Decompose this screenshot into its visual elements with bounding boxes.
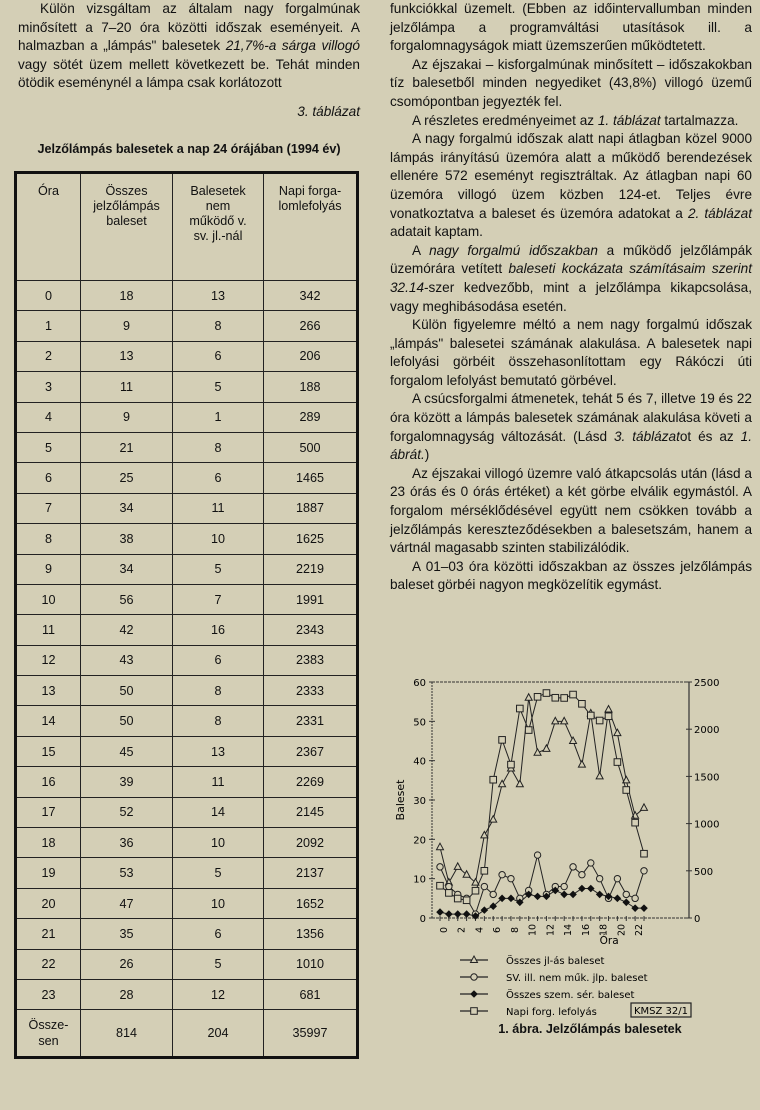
table-cell: 38	[81, 524, 173, 554]
text-run: Az éjszakai – kisforgalmúnak minősített – időszakokban tíz balesetből minden negyediket (43,8%) villogó üzemű csomópontban jegyezték fel.	[390, 56, 752, 109]
circle-marker	[437, 864, 443, 870]
text-run: a működő jelzőlámpák üzemórára vetített	[390, 242, 752, 277]
table-cell: 43	[81, 645, 173, 675]
table-cell: 2219	[264, 554, 358, 584]
square-marker	[471, 1008, 478, 1015]
circle-marker	[579, 872, 585, 878]
x-tick-label: 8	[509, 926, 521, 934]
text-run: -szer kedvezőbb, mint a jelzőlámpa kikapcsolása, vagy meghibásodása esetén.	[390, 279, 752, 314]
x-tick-label: 10	[527, 923, 539, 937]
table-row	[16, 554, 358, 584]
square-marker	[632, 819, 639, 826]
circle-marker	[588, 860, 594, 866]
circle-marker	[614, 875, 620, 881]
paragraph	[390, 558, 752, 595]
total-cell: 35997	[264, 1010, 358, 1058]
circle-marker	[508, 875, 514, 881]
right-column	[390, 0, 752, 595]
circle-marker	[570, 864, 576, 870]
table-cell: 6	[173, 341, 264, 371]
table-row	[16, 828, 358, 858]
table-cell: 10	[173, 524, 264, 554]
square-marker	[525, 727, 532, 734]
series-line	[440, 693, 644, 900]
text-run: nagy forgalmú időszakban	[429, 242, 598, 258]
paragraph	[390, 0, 752, 56]
triangle-marker	[641, 804, 648, 811]
diamond-marker	[445, 910, 453, 918]
y2-tick-label: 1000	[694, 819, 720, 831]
table-cell: 6	[173, 645, 264, 675]
table-cell: 20	[16, 888, 81, 918]
table-row	[16, 432, 358, 462]
table-cell: 2092	[264, 828, 358, 858]
table-cell: 2333	[264, 676, 358, 706]
table-cell: 35	[81, 919, 173, 949]
table-row	[16, 645, 358, 675]
square-marker	[561, 695, 568, 702]
text-run: A 01–03 óra közötti időszakban az összes jelzőlámpás baleset görbéi nagyon megközelítik egymást.	[390, 558, 752, 593]
text-run: funkciókkal üzemelt. (Ebben az időintervallumban minden jelzőlámpa a programváltási utasítások ill. a forgalomnagyságok miatt üzemszerűen működtetett.	[390, 1, 752, 54]
triangle-marker	[578, 761, 585, 768]
text-run: A csúcsforgalmi átmenetek, tehát 5 és 7, illetve 19 és 22 óra között a lámpás balesetek számának alakulása követi a forgalomnagyság változását. (Lásd	[390, 391, 752, 444]
total-label: Össze- sen	[16, 1010, 81, 1058]
table-cell: 500	[264, 432, 358, 462]
table-cell: 21	[81, 432, 173, 462]
table-total-row	[16, 1010, 358, 1058]
diamond-marker	[534, 893, 542, 901]
table-cell: 206	[264, 341, 358, 371]
table-cell: 2	[16, 341, 81, 371]
y2-tick-label: 1500	[694, 772, 720, 784]
circle-marker	[641, 868, 647, 874]
table-cell: 13	[173, 736, 264, 766]
table-cell: 13	[16, 676, 81, 706]
table-cell: 289	[264, 402, 358, 432]
table-cell: 8	[173, 432, 264, 462]
circle-marker	[499, 872, 505, 878]
triangle-marker	[570, 737, 577, 744]
square-marker	[543, 690, 550, 697]
table-cell: 5	[173, 949, 264, 979]
square-marker	[570, 691, 577, 698]
legend-label: Összes jl-ás baleset	[506, 956, 605, 967]
paragraph	[390, 316, 752, 390]
text-run: adatait kaptam.	[390, 224, 483, 240]
table-cell: 23	[16, 979, 81, 1009]
table-cell: 5	[16, 432, 81, 462]
diamond-marker	[622, 898, 630, 906]
table-row	[16, 767, 358, 797]
table-cell: 25	[81, 463, 173, 493]
table-cell: 11	[173, 493, 264, 523]
table-cell: 1465	[264, 463, 358, 493]
y-tick-label: 50	[413, 717, 426, 729]
x-tick-label: 16	[580, 923, 592, 937]
text-run: tartalmazza.	[660, 112, 739, 128]
text-run: baleseti kockázata számításaim szerint 32.14	[390, 261, 752, 295]
x-tick-label: 20	[616, 923, 628, 937]
table-cell: 1991	[264, 584, 358, 614]
y2-tick-label: 2500	[694, 678, 720, 689]
table-cell: 1	[16, 311, 81, 341]
table-row	[16, 979, 358, 1009]
paragraph	[18, 0, 360, 93]
table-cell: 52	[81, 797, 173, 827]
y-tick-label: 20	[413, 835, 426, 847]
header-osszes: Összes jelzőlámpás baleset	[81, 173, 173, 281]
y-tick-label: 30	[413, 796, 426, 807]
triangle-marker	[596, 772, 603, 779]
x-tick-label: 6	[492, 926, 504, 934]
table-cell: 50	[81, 676, 173, 706]
table-row	[16, 493, 358, 523]
table-cell: 2137	[264, 858, 358, 888]
diamond-marker	[578, 885, 586, 893]
square-marker	[623, 787, 630, 794]
circle-marker	[632, 895, 638, 901]
triangle-marker	[463, 871, 470, 878]
header-nem-mukodo: Balesetek nem működő v. sv. jl.-nál	[173, 173, 264, 281]
table-cell: 266	[264, 311, 358, 341]
total-cell: 204	[173, 1010, 264, 1058]
table-row	[16, 311, 358, 341]
square-marker	[579, 701, 586, 708]
table-cell: 34	[81, 554, 173, 584]
paragraph	[390, 465, 752, 558]
text-run: A	[412, 242, 430, 258]
table-cell: 18	[16, 828, 81, 858]
table-cell: 9	[81, 311, 173, 341]
table-row	[16, 372, 358, 402]
triangle-marker	[454, 863, 461, 870]
table-cell: 15	[16, 736, 81, 766]
triangle-marker	[481, 831, 488, 838]
table-cell: 28	[81, 979, 173, 1009]
table-row	[16, 676, 358, 706]
diamond-marker	[436, 908, 444, 916]
table-row	[16, 463, 358, 493]
paragraph	[390, 242, 752, 316]
table-cell: 1010	[264, 949, 358, 979]
table-cell: 2343	[264, 615, 358, 645]
diamond-marker	[631, 904, 639, 912]
diamond-marker	[640, 904, 648, 912]
table-cell: 342	[264, 281, 358, 311]
accident-table	[14, 171, 359, 1059]
square-marker	[641, 850, 648, 857]
table-row	[16, 858, 358, 888]
square-marker	[499, 737, 506, 744]
table-cell: 0	[16, 281, 81, 311]
y-tick-label: 60	[413, 678, 426, 689]
table-cell: 13	[81, 341, 173, 371]
header-ora: Óra	[16, 173, 81, 281]
stamp-label: KMSZ 32/1	[633, 1006, 689, 1017]
table-cell: 3	[16, 372, 81, 402]
legend-label: Napi forg. lefolyás	[506, 1007, 597, 1018]
legend-label: Összes szem. sér. baleset	[506, 990, 635, 1001]
table-cell: 681	[264, 979, 358, 1009]
table-cell: 26	[81, 949, 173, 979]
text-run: A részletes eredményeimet az	[412, 112, 598, 128]
diamond-marker	[454, 910, 462, 918]
text-run: Külön vizsgáltam az általam nagy forgalmúnak minősített a 7–20 óra közötti időszak eseményeit. A halmazban a „lámpás" balesetek	[18, 1, 360, 54]
table-cell: 36	[81, 828, 173, 858]
y2-tick-label: 500	[694, 866, 714, 878]
accident-chart	[390, 670, 760, 1020]
text-run: A nagy forgalmú időszak alatt napi átlagban közel 9000 lámpás irányítású üzemóra alatt a működő berendezések ellenére 572 eseményt regisztráltak. Az átlagban napi 60 üzemóra villogó üzem közben 124-et. Teljes évre vonatkoztatva a baleset és üzemóra adatokat a	[390, 131, 752, 221]
y-tick-label: 10	[413, 874, 426, 886]
table-cell: 13	[173, 281, 264, 311]
x-axis-label: Óra	[599, 935, 619, 947]
diamond-marker	[569, 891, 577, 899]
table-cell: 2145	[264, 797, 358, 827]
header-forgalom: Napi forga- lomlefolyás	[264, 173, 358, 281]
table-cell: 8	[16, 524, 81, 554]
table-cell: 39	[81, 767, 173, 797]
triangle-marker	[561, 717, 568, 724]
table-cell: 4	[16, 402, 81, 432]
diamond-marker	[470, 990, 478, 998]
square-marker	[587, 712, 594, 719]
square-marker	[454, 895, 461, 902]
table-reference: 3. táblázat	[297, 103, 360, 119]
square-marker	[437, 882, 444, 889]
square-marker	[508, 761, 515, 768]
figure-caption: 1. ábra. Jelzőlámpás balesetek	[498, 1022, 682, 1036]
table-cell: 34	[81, 493, 173, 523]
table-cell: 10	[173, 888, 264, 918]
table-cell: 42	[81, 615, 173, 645]
table-cell: 11	[16, 615, 81, 645]
table-cell: 9	[16, 554, 81, 584]
y2-tick-label: 0	[694, 914, 701, 925]
table-row	[16, 797, 358, 827]
table-cell: 53	[81, 858, 173, 888]
y-axis-label: Baleset	[394, 779, 407, 821]
square-marker	[446, 890, 453, 897]
table-cell: 7	[173, 584, 264, 614]
text-run: 1. ábrát.	[390, 428, 752, 463]
table-cell: 1887	[264, 493, 358, 523]
table-cell: 1	[173, 402, 264, 432]
table-row	[16, 281, 358, 311]
square-marker	[552, 694, 559, 701]
square-marker	[605, 713, 612, 720]
table-row	[16, 919, 358, 949]
square-marker	[534, 694, 541, 701]
text-run: Külön figyelemre méltó a nem nagy forgalmú időszak „lámpás" balesetei számának alakulása. A balesetek napi lefolyási görbéit összehasonlítottam egy Rákóczi úti forgalom lefolyást bemutató görbével.	[390, 317, 752, 388]
text-run: vagy sötét üzem mellett következett be. Tehát minden ötödik eseménynél a lámpa csak korlátozott	[18, 56, 360, 91]
table-cell: 2269	[264, 767, 358, 797]
x-tick-label: 4	[474, 926, 486, 934]
triangle-marker	[614, 729, 621, 735]
table-cell: 2331	[264, 706, 358, 736]
series-square	[437, 690, 648, 904]
circle-marker	[623, 891, 629, 897]
table-row	[16, 736, 358, 766]
square-marker	[614, 759, 621, 766]
x-tick-label: 22	[634, 923, 646, 937]
square-marker	[490, 776, 497, 783]
text-run: )	[424, 447, 430, 463]
table-row	[16, 888, 358, 918]
x-tick-label: 18	[598, 923, 610, 937]
y-tick-label: 40	[413, 756, 426, 768]
table-cell: 5	[173, 858, 264, 888]
text-run: 2. táblázat	[687, 205, 753, 221]
circle-marker	[481, 883, 487, 889]
table-cell: 6	[16, 463, 81, 493]
x-tick-label: 12	[545, 923, 557, 937]
table-row	[16, 524, 358, 554]
square-marker	[472, 887, 479, 894]
triangle-marker	[552, 717, 559, 724]
table-cell: 16	[16, 767, 81, 797]
circle-marker	[534, 852, 540, 858]
diamond-marker	[614, 895, 622, 903]
table-row	[16, 949, 358, 979]
series-line	[440, 889, 644, 917]
y-tick-label: 0	[419, 914, 426, 925]
text-run: 1. táblázat	[597, 112, 661, 128]
x-tick-label: 14	[563, 923, 575, 937]
table-cell: 11	[81, 372, 173, 402]
table-cell: 188	[264, 372, 358, 402]
diamond-marker	[587, 885, 595, 893]
table-row	[16, 615, 358, 645]
triangle-marker	[490, 816, 497, 823]
x-tick-label: 0	[439, 926, 450, 934]
table-cell: 14	[173, 797, 264, 827]
table-cell: 10	[173, 828, 264, 858]
table-cell: 2367	[264, 736, 358, 766]
square-marker	[463, 897, 470, 904]
table-cell: 50	[81, 706, 173, 736]
diamond-marker	[560, 891, 568, 899]
table-cell: 7	[16, 493, 81, 523]
triangle-marker	[471, 956, 478, 963]
diamond-marker	[507, 895, 515, 903]
text-run: 21,7%-a sárga villogó	[225, 38, 360, 54]
diamond-marker	[481, 906, 489, 914]
triangle-marker	[525, 694, 532, 701]
table-cell: 8	[173, 706, 264, 736]
y2-tick-label: 2000	[694, 725, 720, 737]
series-line	[440, 698, 644, 883]
square-marker	[517, 705, 524, 712]
table-cell: 12	[16, 645, 81, 675]
x-tick-label: 2	[456, 926, 468, 934]
paragraph	[390, 56, 752, 112]
table-cell: 45	[81, 736, 173, 766]
legend-label: SV. ill. nem műk. jlp. baleset	[506, 973, 648, 984]
table-cell: 1652	[264, 888, 358, 918]
circle-marker	[561, 883, 567, 889]
square-marker	[596, 717, 603, 724]
table-row	[16, 584, 358, 614]
table-cell: 1356	[264, 919, 358, 949]
table-cell: 19	[16, 858, 81, 888]
triangle-marker	[499, 780, 506, 787]
table-cell: 8	[173, 311, 264, 341]
paragraph	[390, 112, 752, 131]
table-cell: 5	[173, 372, 264, 402]
triangle-marker	[605, 706, 612, 713]
text-run: Az éjszakai villogó üzemre való átkapcsolás után (lásd a 23 órás és 0 órás értéket) a két görbe elválik egymástól. A forgalom mérséklődésével együtt nem csökken tovább a jelzőlámpás kereszteződésekben a balesetszám, hanem a vártnál magasabb szinten stabilizálódik.	[390, 465, 752, 556]
table-cell: 14	[16, 706, 81, 736]
table-cell: 10	[16, 584, 81, 614]
table-cell: 18	[81, 281, 173, 311]
series-circle	[437, 852, 647, 917]
diamond-marker	[596, 891, 604, 899]
left-column	[18, 0, 360, 158]
table-cell: 2383	[264, 645, 358, 675]
table-cell: 17	[16, 797, 81, 827]
table-cell: 11	[173, 767, 264, 797]
table-row	[16, 706, 358, 736]
circle-marker	[446, 883, 452, 889]
circle-marker	[596, 875, 602, 881]
table-cell: 9	[81, 402, 173, 432]
text-run: 3. táblázat	[614, 428, 680, 444]
triangle-marker	[437, 843, 444, 850]
table-cell: 47	[81, 888, 173, 918]
table-cell: 5	[173, 554, 264, 584]
paragraph	[390, 130, 752, 242]
total-cell: 814	[81, 1010, 173, 1058]
table-title: Jelzőlámpás balesetek a nap 24 órájában (1994 év)	[37, 141, 341, 156]
circle-marker	[490, 891, 496, 897]
triangle-marker	[516, 780, 523, 787]
diamond-marker	[463, 910, 471, 918]
square-marker	[481, 868, 488, 875]
table-row	[16, 402, 358, 432]
table-cell: 12	[173, 979, 264, 1009]
series-triangle	[437, 694, 648, 885]
table-cell: 21	[16, 919, 81, 949]
table-cell: 6	[173, 919, 264, 949]
text-run: ot és az	[679, 428, 741, 444]
table-row	[16, 341, 358, 371]
series-line	[440, 855, 644, 914]
circle-marker	[471, 974, 477, 980]
table-cell: 16	[173, 615, 264, 645]
triangle-marker	[543, 745, 550, 752]
table-cell: 6	[173, 463, 264, 493]
paragraph	[390, 390, 752, 464]
table-cell: 8	[173, 676, 264, 706]
table-cell: 1625	[264, 524, 358, 554]
table-cell: 56	[81, 584, 173, 614]
table-header-row	[16, 173, 358, 281]
table-cell: 22	[16, 949, 81, 979]
